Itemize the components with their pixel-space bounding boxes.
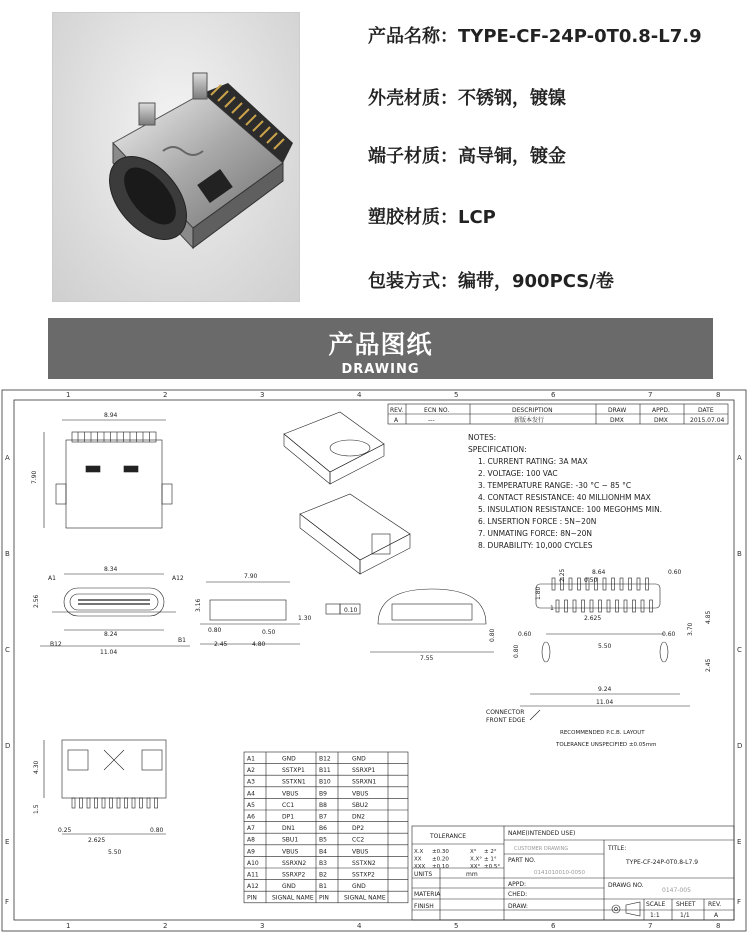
dim-pcb-1: 1: [550, 605, 554, 612]
rev-h-ecn: ECN NO.: [424, 407, 450, 414]
pin-signal: SSRXN2: [282, 859, 307, 867]
tb-part-value: 0141010010-0050: [534, 870, 585, 876]
row-letter-label: E: [5, 838, 10, 846]
rev-h-draw: DRAW: [608, 407, 627, 414]
label-b1: B1: [178, 637, 186, 644]
dim-pcb-370: 3.70: [687, 622, 694, 636]
pin-signal: SSRXN1: [352, 778, 377, 786]
dim-front-height: 2.56: [33, 594, 40, 608]
tb-sheet-v: 1/1: [680, 912, 690, 919]
dim-mid-080: 0.80: [489, 628, 496, 642]
col-number-label: 6: [551, 922, 556, 930]
pcb-pad: [607, 600, 610, 612]
front-view: [33, 566, 190, 656]
col-number-label: 5: [454, 922, 459, 930]
pcb-pad: [641, 600, 644, 612]
pin-signal: CC1: [282, 801, 295, 809]
col-number-label: 2: [163, 391, 168, 399]
col-number-label: 2: [163, 922, 168, 930]
row-letter-label: C: [5, 646, 10, 654]
pin-id: A5: [247, 801, 255, 809]
product-photo: [52, 12, 300, 302]
col-number-label: 5: [454, 391, 459, 399]
dim-bot-430: 4.30: [33, 760, 40, 774]
tb-sheet: SHEET: [676, 901, 696, 908]
pin-pad: [132, 798, 135, 808]
banner-subtitle: DRAWING: [341, 362, 420, 377]
row-letter-label: F: [5, 898, 10, 906]
row-letter-label: B: [737, 550, 742, 558]
connector-front-edge-2: FRONT EDGE: [486, 717, 526, 724]
pin-signal: GND: [352, 883, 366, 891]
mid-front-view: [326, 589, 496, 662]
rev-h-appd: APPD.: [652, 407, 670, 414]
pin-signal: GND: [282, 755, 296, 763]
pin-id: A10: [247, 859, 259, 867]
pin-pad: [80, 798, 83, 808]
pin-id: B3: [319, 859, 327, 867]
dim-side-245: 2.45: [214, 641, 228, 648]
tolerance-cell: ±0.30: [432, 849, 449, 855]
tb-units-value: mm: [466, 871, 478, 878]
dim-side-h: 3.16: [195, 598, 202, 612]
pcb-pad: [565, 600, 568, 612]
pcb-layout: [486, 568, 712, 748]
dim-side-080: 0.80: [208, 627, 222, 634]
label-a12: A12: [172, 575, 184, 582]
pin-signal: DN1: [282, 825, 295, 833]
pin-signal: SSTXP2: [352, 871, 375, 879]
pin-header: SIGNAL NAME: [272, 894, 314, 902]
dim-bot-080: 0.80: [150, 827, 164, 834]
label-b12: B12: [50, 641, 62, 648]
pin-pad: [117, 798, 120, 808]
iso-view-top: [284, 412, 384, 484]
pin-id: A1: [247, 755, 255, 763]
col-number-label: 4: [357, 391, 362, 399]
tb-part-label: PART NO.: [508, 857, 536, 864]
dim-pcb-1104: 11.04: [596, 699, 614, 706]
tolerance-cell: ±0.5°: [484, 864, 501, 870]
row-letter-label: E: [737, 838, 742, 846]
drawing-banner: [48, 318, 713, 379]
pin-id: B8: [319, 801, 327, 809]
note-line: 6. LNSERTION FORCE : 5N~20N: [478, 517, 597, 526]
pin-pad: [87, 798, 90, 808]
tb-rev: REV.: [708, 901, 722, 908]
connector-front-edge-1: CONNECTOR: [486, 709, 525, 716]
rev-r-desc: 新版本发行: [514, 417, 545, 424]
iso-view-bottom: [300, 494, 410, 574]
pin-id: A3: [247, 778, 255, 786]
pin-signal: VBUS: [352, 790, 369, 798]
rev-r-draw: DMX: [610, 417, 624, 424]
col-number-label: 8: [716, 922, 721, 930]
rev-r-ecn: ---: [428, 417, 435, 424]
tolerance-cell: X°: [470, 849, 477, 855]
pin-id: A12: [247, 883, 259, 891]
pcb-pad: [556, 600, 559, 612]
pin-signal: DN2: [352, 813, 365, 821]
note-line: 3. TEMPERATURE RANGE: -30 °C ~ 85 °C: [478, 481, 632, 490]
pcb-pad: [573, 600, 576, 612]
col-number-label: 7: [648, 922, 653, 930]
side-view: [195, 573, 312, 648]
row-letter-label: A: [5, 454, 10, 462]
pin-id: A7: [247, 825, 255, 833]
spec-terminal: 端子材质：高导铜，镀金: [368, 146, 566, 167]
col-number-label: 3: [260, 922, 265, 930]
tb-scale-v: 1:1: [650, 912, 660, 919]
tb-drawg-no: DRAWG NO.: [608, 882, 644, 889]
pin-signal: SBU2: [352, 801, 369, 809]
pin-signal: DP2: [352, 825, 365, 833]
dim-pcb-060: 0.60: [668, 569, 682, 576]
dim-bot-025: 0.25: [58, 827, 72, 834]
pin-id: B6: [319, 825, 327, 833]
dim-front-lower: 8.24: [104, 631, 118, 638]
dim-side-h2: 1.30: [298, 615, 312, 622]
spec-plastic: 塑胶材质：LCP: [368, 207, 496, 228]
label-a1: A1: [48, 575, 56, 582]
dim-bot-15: 1.5: [33, 804, 40, 814]
dim-bot-550: 5.50: [108, 849, 122, 856]
row-letter-label: A: [737, 454, 742, 462]
pin-id: B11: [319, 767, 331, 775]
pin-signal: VBUS: [282, 790, 299, 798]
recommended-layout: RECOMMENDED P.C.B. LAYOUT: [560, 730, 645, 736]
pin-table: [244, 752, 408, 903]
title-block: [412, 826, 734, 920]
pin-id: B5: [319, 836, 327, 844]
pin-pad: [155, 798, 158, 808]
note-line: 2. VOLTAGE: 100 VAC: [478, 469, 558, 478]
pcb-pad: [650, 600, 653, 612]
dim-pcb-864: 8.64: [592, 569, 606, 576]
projection-symbol-icon: [612, 902, 640, 916]
pin-pad: [147, 798, 150, 808]
pin-header: PIN: [319, 894, 329, 902]
dim-side-length: 7.90: [244, 573, 258, 580]
dim-pcb-485: 4.85: [705, 610, 712, 624]
col-number-label: 1: [66, 922, 71, 930]
note-line: SPECIFICATION:: [468, 445, 527, 454]
row-letter-label: D: [737, 742, 743, 750]
pcb-pad: [582, 600, 585, 612]
tolerance-cell: ±0.10: [432, 864, 449, 870]
pin-id: B1: [319, 883, 327, 891]
dim-bot-2625: 2.625: [88, 837, 106, 844]
tb-title-label: TITLE:: [608, 845, 627, 852]
drawing-sheet: [0, 384, 750, 933]
pin-signal: CC2: [352, 836, 365, 844]
tb-ched: CHED:: [508, 891, 528, 898]
row-letter-label: C: [737, 646, 742, 654]
pin-signal: SSRXP1: [352, 767, 376, 775]
connector-photo-illustration: [53, 13, 299, 301]
pin-id: B7: [319, 813, 327, 821]
spec-notes: [468, 433, 662, 550]
tb-units: UNITS: [414, 871, 433, 878]
note-line: 7. UNMATING FORCE: 8N~20N: [478, 529, 593, 538]
pcb-pad: [633, 600, 636, 612]
pin-pad: [102, 798, 105, 808]
pin-pad: [125, 798, 128, 808]
tolerance-cell: XX°: [470, 864, 481, 870]
pin-header: PIN: [247, 894, 257, 902]
tb-rev-v: A: [714, 912, 719, 919]
top-view: [31, 412, 172, 528]
dim-front-upper: 8.34: [104, 566, 118, 573]
tb-materia: MATERIA: [414, 891, 441, 898]
col-number-label: 8: [716, 391, 721, 399]
pin-id: A4: [247, 790, 255, 798]
pin-pad: [72, 798, 75, 808]
pin-signal: VBUS: [352, 848, 369, 856]
tb-title-value: TYPE-CF-24P-0T0.8-L7.9: [626, 859, 699, 866]
pin-pad: [110, 798, 113, 808]
rev-r-date: 2015.07.04: [690, 417, 725, 424]
pin-id: B12: [319, 755, 331, 763]
pin-id: B4: [319, 848, 327, 856]
pin-id: A11: [247, 871, 259, 879]
tb-draw: DRAW:: [508, 903, 528, 910]
pcb-pad: [599, 600, 602, 612]
dim-side-480: 4.80: [252, 641, 266, 648]
tb-name-value: CUSTOMER DRAWING: [514, 846, 569, 852]
row-letter-label: B: [5, 550, 10, 558]
dim-pcb-060b: 0.60: [518, 631, 532, 638]
col-number-label: 7: [648, 391, 653, 399]
tb-name-label: NAME(INTENDED USE): [508, 830, 576, 837]
tolerance-cell: XXX: [414, 864, 426, 870]
dim-pcb-080: 0.80: [513, 644, 520, 658]
pin-id: B2: [319, 871, 327, 879]
rev-h-rev: REV.: [390, 407, 404, 414]
tolerance-cell: XX: [414, 856, 422, 863]
rev-r-appd: DMX: [654, 417, 668, 424]
pcb-pad: [616, 600, 619, 612]
tb-tolerance: TOLERANCE: [430, 833, 467, 840]
pin-signal: VBUS: [282, 848, 299, 856]
pin-pad: [140, 798, 143, 808]
pin-pad: [95, 798, 98, 808]
spec-name: 产品名称：TYPE-CF-24P-0T0.8-L7.9: [368, 26, 702, 47]
dim-pcb-924: 9.24: [598, 686, 612, 693]
pin-id: A8: [247, 836, 255, 844]
pin-header: SIGNAL NAME: [344, 894, 386, 902]
tolerance-cell: ±0.20: [432, 856, 449, 863]
tb-appd: APPD:: [508, 881, 526, 888]
tb-finish: FINISH: [414, 903, 434, 910]
dim-front-overall: 11.04: [100, 649, 118, 656]
flatness-value: 0.10: [344, 607, 358, 614]
pin-signal: SBU1: [282, 836, 299, 844]
revision-table: [388, 404, 728, 424]
inner-border: [14, 400, 734, 920]
pin-signal: SSTXN2: [352, 859, 376, 867]
tolerance-cell: X.X°: [470, 856, 483, 863]
col-number-label: 3: [260, 391, 265, 399]
spec-package: 包装方式：编带，900PCS/卷: [368, 271, 614, 292]
dim-top-width: 8.94: [104, 412, 118, 419]
dim-top-height: 7.90: [31, 470, 38, 484]
rev-r-rev: A: [394, 417, 399, 424]
note-line: 5. INSULATION RESISTANCE: 100 MEGOHMS MIN.: [478, 505, 663, 514]
pin-id: B10: [319, 778, 331, 786]
pin-signal: SSTXP1: [282, 767, 305, 775]
tb-drawg-value: 0147-005: [662, 887, 691, 894]
dim-pcb-050: 0.50: [584, 577, 598, 584]
dim-mid-755: 7.55: [420, 655, 434, 662]
bottom-view: [33, 740, 166, 856]
note-line: 8. DURABILITY: 10,000 CYCLES: [478, 541, 593, 550]
col-number-label: 1: [66, 391, 71, 399]
note-line: 1. CURRENT RATING: 3A MAX: [478, 457, 588, 466]
technical-drawing: [0, 384, 750, 933]
dim-pcb-2625: 2.625: [584, 615, 602, 622]
pin-signal: SSRXP2: [282, 871, 306, 879]
pin-id: A6: [247, 813, 255, 821]
tolerance-cell: ± 2°: [484, 849, 497, 855]
dim-pcb-060c: 0.60: [662, 631, 676, 638]
pin-id: A2: [247, 767, 255, 775]
pin-signal: SSTXN1: [282, 778, 306, 786]
col-number-label: 6: [551, 391, 556, 399]
dim-pcb-245: 2.45: [705, 658, 712, 672]
col-number-label: 4: [357, 922, 362, 930]
spec-shell: 外壳材质：不锈钢，镀镍: [368, 88, 566, 109]
dim-side-050: 0.50: [262, 629, 276, 636]
pin-signal: GND: [282, 883, 296, 891]
pin-id: B9: [319, 790, 327, 798]
tb-scale: SCALE: [646, 901, 666, 908]
dim-pcb-550: 5.50: [598, 643, 612, 650]
row-letter-label: D: [5, 742, 11, 750]
dim-pcb-225: 2.25: [559, 568, 566, 582]
pcb-pad: [590, 600, 593, 612]
rev-h-date: DATE: [698, 407, 714, 414]
tolerance-cell: X.X: [414, 849, 424, 855]
tolerance-note: TOLERANCE UNSPECIFIED ±0.05mm: [556, 742, 657, 748]
pcb-pad: [624, 600, 627, 612]
rev-h-desc: DESCRIPTION: [512, 407, 553, 414]
pin-id: A9: [247, 848, 255, 856]
row-letter-label: F: [737, 898, 742, 906]
banner-title: 产品图纸: [328, 330, 433, 359]
note-line: 4. CONTACT RESISTANCE: 40 MILLIONHM MAX: [478, 493, 651, 502]
tolerance-cell: ± 1°: [484, 856, 497, 863]
pin-signal: GND: [352, 755, 366, 763]
pin-signal: DP1: [282, 813, 295, 821]
note-line: NOTES:: [468, 433, 497, 442]
dim-pcb-180: 1.80: [535, 586, 542, 600]
